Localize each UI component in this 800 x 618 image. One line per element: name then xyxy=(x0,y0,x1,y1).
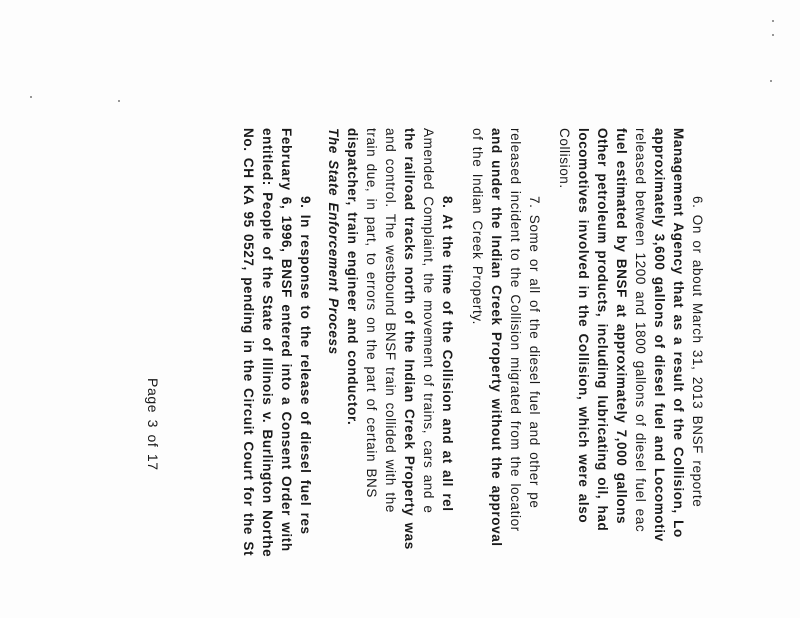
scan-speck xyxy=(770,80,772,82)
para-9-line-2: February 6, 1996, BNSF entered into a Consent Order with xyxy=(279,128,294,552)
para-9-line-4: No. CH KA 95 0527, pending in the Circuit Court for the St xyxy=(241,128,256,557)
scan-speck xyxy=(118,100,120,102)
para-7-line-3: and under the Indian Creek Property without the approval xyxy=(489,128,504,547)
para-7-line-2: released incident to the Collision migrated from the locatior xyxy=(508,128,523,532)
para-6-line-6: Other petroleum products, including lubricating oil, had xyxy=(595,128,610,532)
section-heading: The State Enforcement Process xyxy=(326,128,341,355)
para-8-line-4: and control. The westbound BNSF train collided with the xyxy=(383,128,398,513)
para-9-line-3: entitled: People of the State of Illinois v. Burlington Northe xyxy=(260,128,275,558)
para-8-line-6: dispatcher, train engineer and conductor. xyxy=(345,128,360,426)
para-8-line-3: the railroad tracks north of the Indian Creek Property was xyxy=(402,128,417,550)
page-number: Page 3 of 17 xyxy=(145,378,161,471)
para-6-line-2: Management Agency that as a result of the Collision, Lo xyxy=(671,128,686,538)
para-6-line-5: fuel estimated by BNSF at approximately 7,000 gallons xyxy=(614,128,629,525)
para-6-line-8: Collision. xyxy=(557,128,572,189)
para-6-line-3: approximately 3,600 gallons of diesel fuel and Locomotiv xyxy=(652,128,667,542)
para-8-line-1: 8. At the time of the Collision and at all rel xyxy=(440,196,455,512)
para-7-line-1: 7. Some or all of the diesel fuel and other pe xyxy=(527,196,542,509)
scan-speck xyxy=(30,96,32,98)
para-6-line-1: 6. On or about March 31, 2013 BNSF reporte xyxy=(690,196,705,508)
para-7-line-4: of the Indian Creek Property. xyxy=(470,128,485,325)
rotated-document-text xyxy=(85,128,705,618)
scan-speck xyxy=(772,34,774,36)
scan-speck xyxy=(772,20,774,22)
para-6-line-4: released between 1200 and 1800 gallons of diesel fuel eac xyxy=(633,128,648,533)
para-8-line-5: train due, in part, to errors on the part of certain BNS xyxy=(364,128,379,499)
para-9-line-1: 9. In response to the release of diesel fuel res xyxy=(298,196,313,535)
para-6-line-7: locomotives involved in the Collision, which were also xyxy=(576,128,591,524)
para-8-line-2: Amended Complaint, the movement of trains, cars and e xyxy=(421,128,436,514)
